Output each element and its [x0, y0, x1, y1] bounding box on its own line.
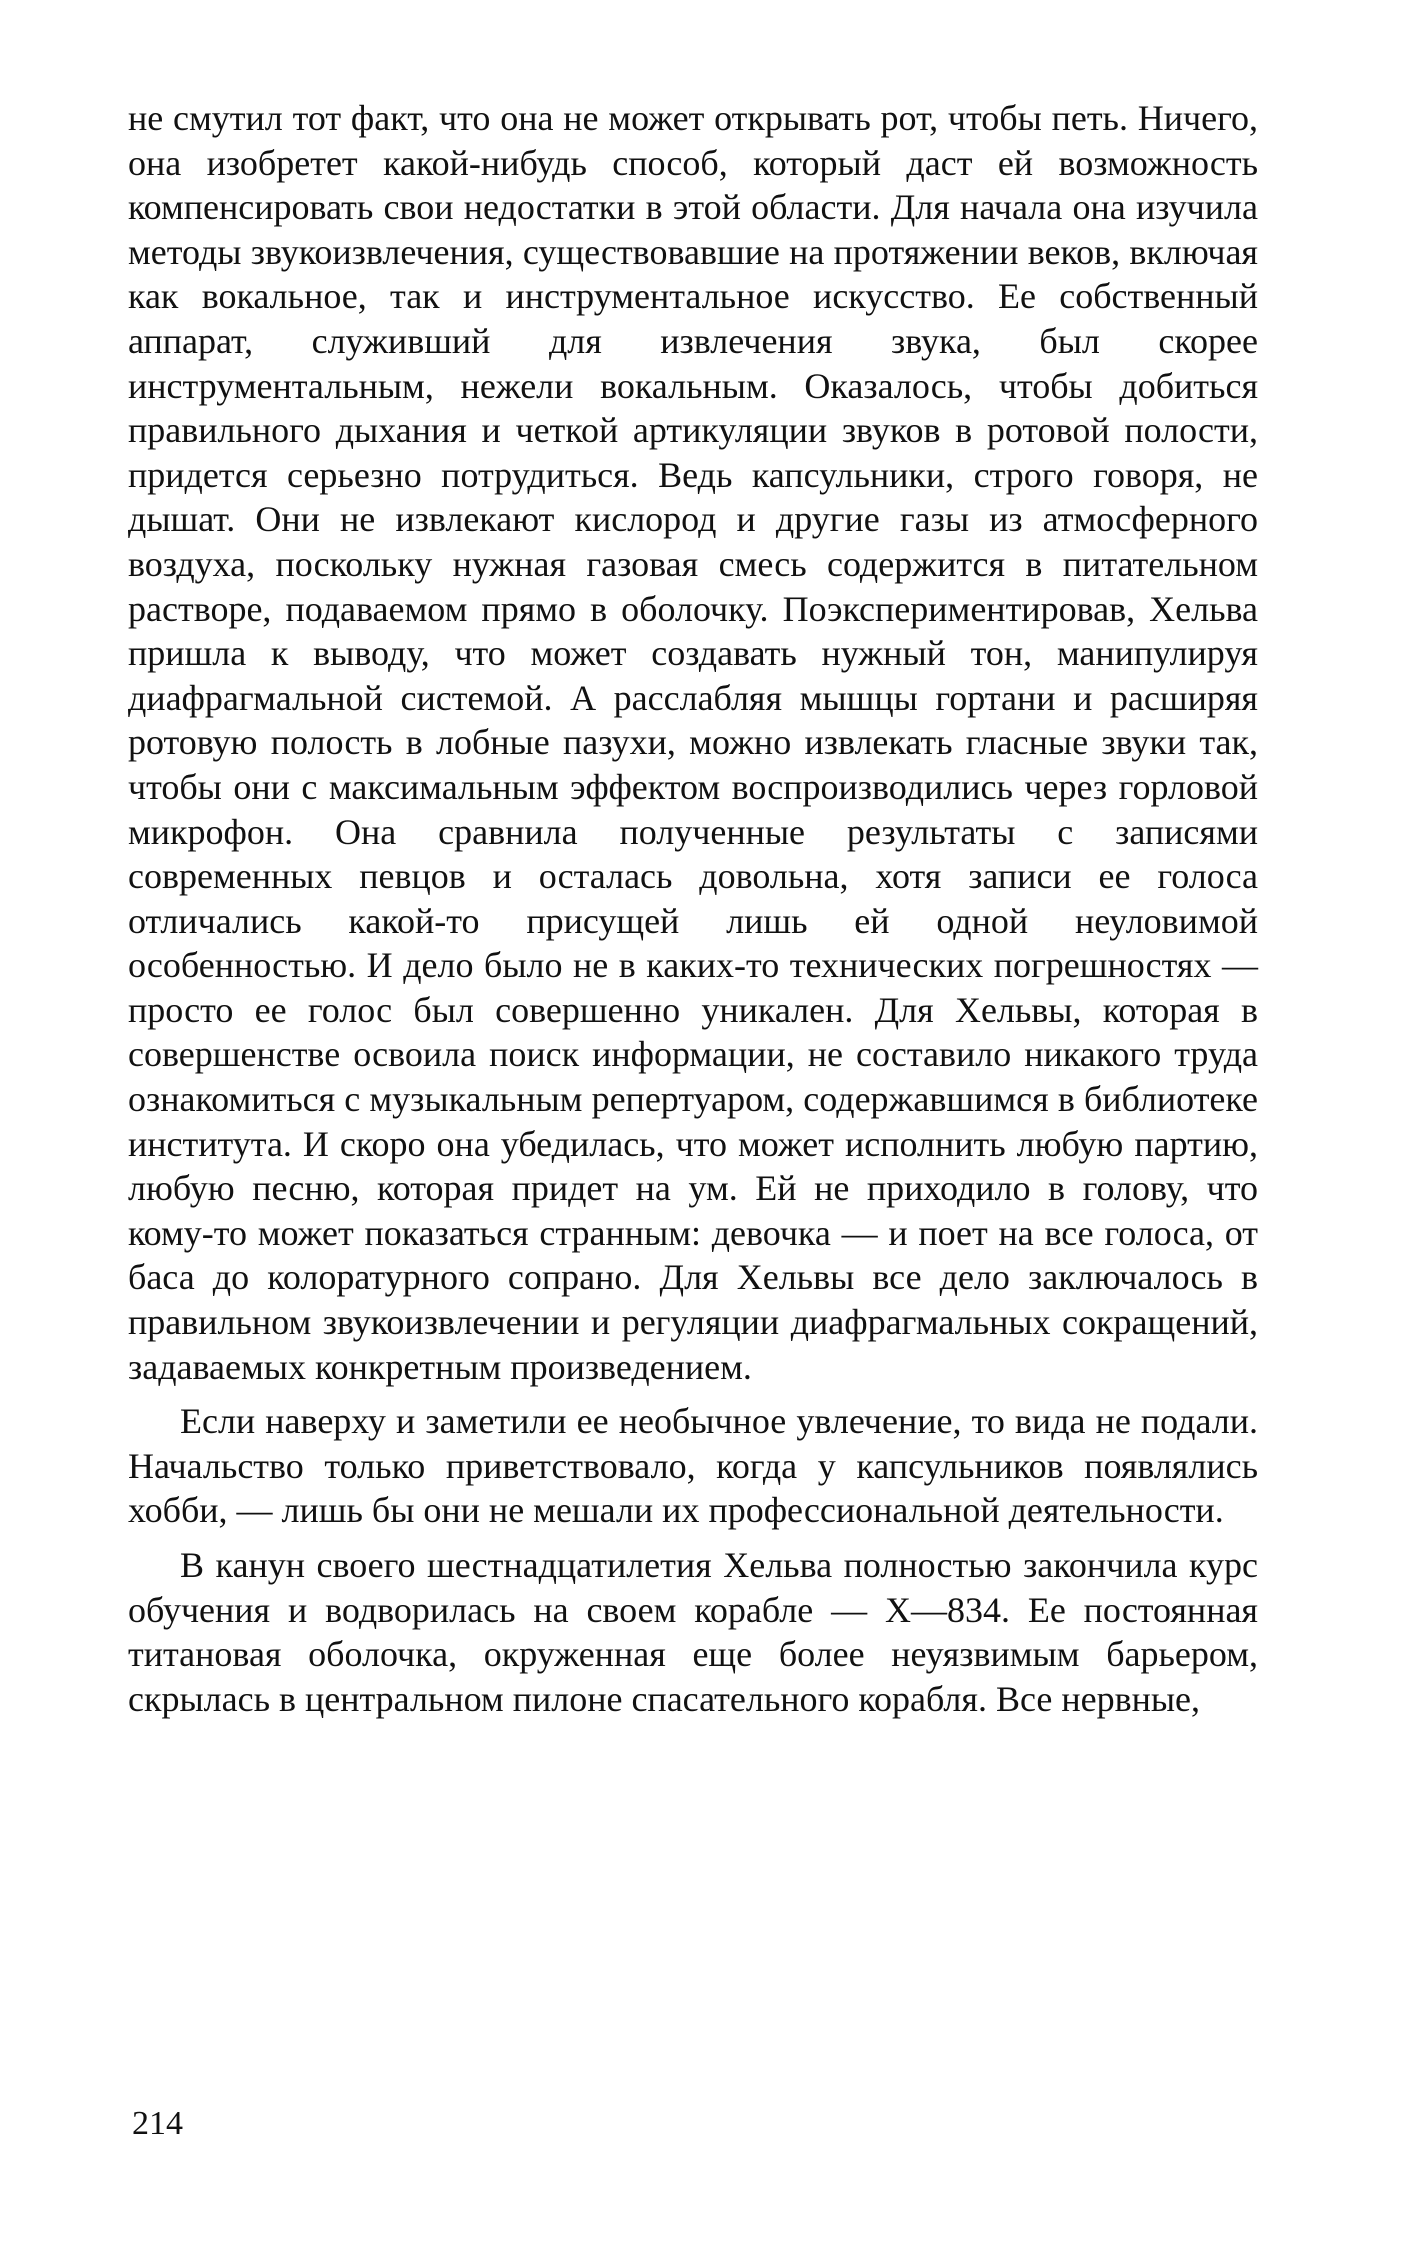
body-text [128, 96, 1258, 1721]
paragraph-2: Если наверху и заметили ее необычное увлечение, то вида не подали. Начальство только приветствовало, когда у капсульников появлялись хобби, — лишь бы они не мешали их профессиональной деятельности. [128, 1401, 1258, 1531]
page-number: 214 [132, 2105, 183, 2142]
paragraph-3: В канун своего шестнадцатилетия Хельва полностью закончила курс обучения и водворилась на своем корабле — Х—834. Ее постоянная титановая оболочка, окруженная еще более неуязвимым барьером, скрылась в центральном пилоне спасательного корабля. Все нервные, [128, 1545, 1258, 1719]
paragraph-1: не смутил тот факт, что она не может открывать рот, чтобы петь. Ничего, она изобретет какой-нибудь способ, который даст ей возможность компенсировать свои недостатки в этой области. Для начала она изучила методы звукоизвлечения, существовавшие на протяжении веков, включая как вокальное, так и инструментальное искусство. Ее собственный аппарат, служивший для извлечения звука, был скорее инструментальным, нежели вокальным. Оказалось, чтобы добиться правильного дыхания и четкой артикуляции звуков в ротовой полости, придется серьезно потрудиться. Ведь капсульники, строго говоря, не дышат. Они не извлекают кислород и другие газы из атмосферного воздуха, поскольку нужная газовая смесь содержится в питательном растворе, подаваемом прямо в оболочку. Поэкспериментировав, Хельва пришла к выводу, что может создавать нужный тон, манипулируя диафрагмальной системой. А расслабляя мышцы гортани и расширяя ротовую полость в лобные пазухи, можно извлекать гласные звуки так, чтобы они с максимальным эффектом воспроизводились через горловой микрофон. Она сравнила полученные результаты с записями современных певцов и осталась довольна, хотя записи ее голоса отличались какой-то присущей лишь ей одной неуловимой особенностью. И дело было не в каких-то технических погрешностях — просто ее голос был совершенно уникален. Для Хельвы, которая в совершенстве освоила поиск информации, не составило никакого труда ознакомиться с музыкальным репертуаром, содержавшимся в библиотеке института. И скоро она убедилась, что может исполнить любую партию, любую песню, которая придет на ум. Ей не приходило в голову, что кому-то может показаться странным: девочка — и поет на все голоса, от баса до колоратурного сопрано. Для Хельвы все дело заключалось в правильном звукоизвлечении и регуляции диафрагмальных сокращений, задаваемых конкретным произведением. [128, 98, 1258, 1387]
